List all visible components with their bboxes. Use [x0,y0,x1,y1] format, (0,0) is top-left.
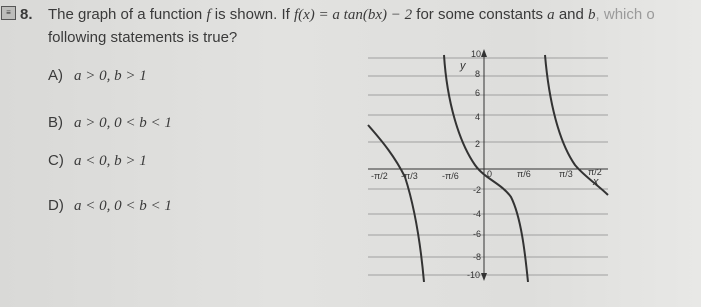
choice-d[interactable] [48,197,172,215]
y-tick-label: 8 [475,69,481,79]
choice-text: a > 0, b > 1 [74,68,147,84]
question-stem-line1 [48,6,655,24]
y-tick-label: 4 [475,112,481,122]
x-tick-label: -π/2 [371,171,388,181]
choice-letter: C) [48,152,64,169]
stem-text: is shown. If [210,6,294,23]
choice-b[interactable] [48,114,172,132]
stem-text-faded: , which o [595,6,655,23]
question-badge-icon: ≡ [1,6,16,20]
y-tick-label: -8 [473,252,482,262]
choice-letter: A) [48,67,63,84]
question-number: 8. [20,6,33,23]
choice-text: a < 0, 0 < b < 1 [74,198,172,214]
y-axis-arrow-up [481,49,487,57]
x-tick-label: 0 [487,169,493,179]
x-tick-label: -π/3 [401,171,418,181]
choice-letter: B) [48,114,63,131]
stem-formula: f(x) = a tan(bx) − 2 [293,7,413,23]
x-tick-label: -π/6 [442,171,459,181]
x-tick-label: π/2 [588,167,602,177]
stem-text: and [554,6,589,23]
stem-a: a [547,7,555,23]
y-axis-label: y [460,60,466,72]
choice-text: a > 0, 0 < b < 1 [74,115,172,131]
choice-text: a < 0, b > 1 [74,153,147,169]
stem-f: f [206,7,211,23]
x-tick-label: π/6 [517,169,531,179]
choice-letter: D) [48,197,64,214]
grid-lines [368,58,608,275]
stem-text: The graph of a function [48,6,207,23]
stem-b: b [588,7,596,23]
x-axis-label: x [593,176,599,188]
y-tick-label: -6 [473,229,482,239]
function-graph [363,47,613,282]
y-axis-arrow-down [481,273,487,281]
y-tick-label: -10 [467,270,481,280]
y-tick-label: 6 [475,88,481,98]
question-stem-line2: following statements is true? [48,29,238,46]
y-tick-label: -2 [473,185,482,195]
choice-a[interactable] [48,67,147,85]
stem-text: for some constants [412,6,548,23]
y-tick-label: 2 [475,139,481,149]
curve-branch-left [368,125,424,282]
y-tick-label: 10 [471,49,482,59]
choice-c[interactable] [48,152,147,170]
y-tick-label: -4 [473,209,482,219]
x-tick-label: π/3 [559,169,573,179]
